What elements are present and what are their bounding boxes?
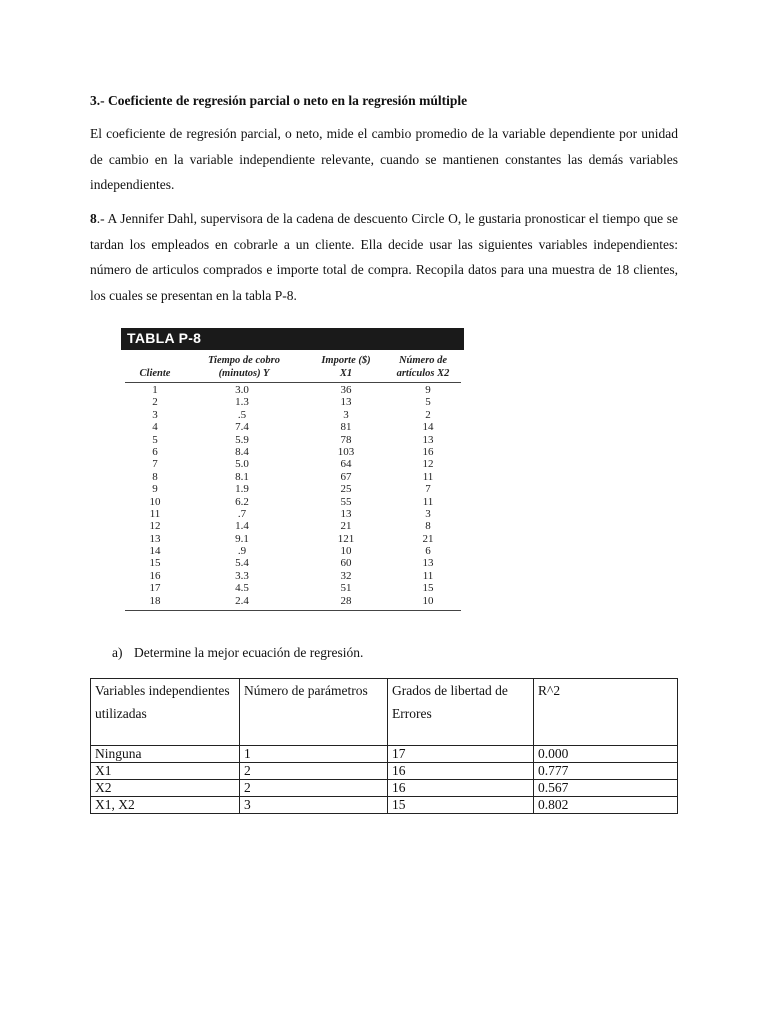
header-articulos-line2: artículos X2: [396, 368, 450, 379]
tabla-p8-cell-importe: 21: [340, 520, 352, 533]
column-tiempo: [212, 384, 272, 607]
table-cell: X2: [91, 780, 240, 797]
tabla-p8-cell-cliente: 5: [152, 433, 158, 446]
tabla-p8-cell-tiempo: 9.1: [235, 532, 249, 545]
tabla-p8-cell-importe: 64: [340, 458, 352, 471]
tabla-p8-cell-tiempo: 1.9: [235, 483, 249, 496]
tabla-p8-cell-articulos: 11: [422, 470, 434, 483]
tabla-p8-cell-cliente: 18: [149, 594, 161, 607]
tabla-p8-cell-articulos: 13: [422, 433, 434, 446]
tabla-p8-cell-articulos: 11: [422, 495, 434, 508]
tabla-p8-cell-importe: 36: [340, 384, 352, 396]
tabla-p8-cell-tiempo: 5.9: [235, 433, 249, 446]
table-cell: 3: [240, 797, 388, 814]
tabla-p8-cell-importe: 55: [340, 495, 352, 508]
table-cell: 16: [388, 763, 534, 780]
tabla-p8-cell-tiempo: 1.4: [235, 520, 249, 533]
tabla-p8-cell-cliente: 2: [152, 396, 158, 409]
question-a-text: Determine la mejor ecuación de regresión.: [134, 645, 364, 660]
table-cell: X1, X2: [91, 797, 240, 814]
tabla-p8-cell-tiempo: 1.3: [235, 396, 249, 409]
tabla-p8-cell-importe: 13: [340, 507, 352, 520]
table-row: [91, 797, 678, 814]
table-cell: 0.777: [534, 763, 678, 780]
tabla-p8-cell-articulos: 12: [422, 458, 434, 471]
tabla-p8-bottom-rule: [125, 610, 461, 611]
tabla-p8-cell-articulos: 5: [425, 396, 431, 409]
table-cell: 15: [388, 797, 534, 814]
tabla-p8-cell-importe: 3: [343, 408, 349, 421]
tabla-p8-cell-importe: 13: [340, 396, 352, 409]
tabla-p8-cell-tiempo: .5: [237, 408, 247, 421]
header-articulos-line1: Número de: [398, 355, 448, 366]
tabla-p8-cell-cliente: 7: [152, 458, 158, 471]
tabla-p8-cell-importe: 121: [337, 532, 355, 545]
problem-number: 8: [90, 211, 97, 226]
tabla-p8-cell-importe: 67: [340, 470, 352, 483]
tabla-p8-cell-tiempo: .9: [237, 545, 247, 558]
tabla-p8-cell-cliente: 8: [152, 470, 158, 483]
tabla-p8-cell-cliente: 14: [149, 545, 161, 558]
table-cell: 2: [240, 780, 388, 797]
tabla-p8-cell-importe: 25: [340, 483, 352, 496]
tabla-p8-cell-tiempo: 3.0: [235, 384, 249, 396]
tabla-p8-cell-articulos: 15: [422, 582, 434, 595]
tabla-p8-cell-articulos: 2: [425, 408, 431, 421]
tabla-p8-cell-importe: 28: [340, 594, 352, 607]
tabla-p8-header-rule: [125, 382, 461, 383]
tabla-p8-cell-cliente: 12: [149, 520, 161, 533]
table-cell: 0.000: [534, 746, 678, 763]
tabla-p8-cell-importe: 103: [337, 445, 355, 458]
column-articulos: [398, 384, 458, 607]
table-cell: 2: [240, 763, 388, 780]
tabla-p8-cell-cliente: 1: [152, 384, 158, 396]
results-header-cell: Número de parámetros: [240, 679, 388, 746]
tabla-p8-cell-cliente: 17: [149, 582, 161, 595]
table-row: [91, 763, 678, 780]
tabla-p8-cell-importe: 32: [340, 569, 352, 582]
tabla-p8-cell-cliente: 13: [149, 532, 161, 545]
results-header-cell: Variables independientes utilizadas: [91, 679, 240, 746]
tabla-p8-cell-cliente: 10: [149, 495, 161, 508]
tabla-p8-cell-articulos: 3: [425, 507, 431, 520]
tabla-p8-cell-tiempo: 8.4: [235, 445, 249, 458]
tabla-p8-cell-importe: 81: [340, 421, 352, 434]
tabla-p8-cell-articulos: 11: [422, 569, 434, 582]
problem-paragraph: [90, 206, 678, 308]
tabla-p8-cell-articulos: 9: [425, 384, 431, 396]
results-header-row: [91, 679, 678, 746]
tabla-p8-cell-cliente: 4: [152, 421, 158, 434]
tabla-p8-cell-tiempo: 8.1: [235, 470, 249, 483]
header-tiempo: [189, 354, 299, 380]
tabla-p8-figure: [121, 328, 464, 616]
header-importe: [301, 354, 391, 380]
tabla-p8-cell-cliente: 3: [152, 408, 158, 421]
tabla-p8-cell-tiempo: 5.0: [235, 458, 249, 471]
tabla-p8-cell-articulos: 6: [425, 545, 431, 558]
tabla-p8-cell-tiempo: 5.4: [235, 557, 249, 570]
tabla-p8-cell-importe: 51: [340, 582, 352, 595]
header-cliente: Cliente: [139, 368, 171, 379]
tabla-p8-cell-tiempo: 7.4: [235, 421, 249, 434]
tabla-p8-cell-cliente: 11: [149, 507, 161, 520]
question-a: [112, 645, 363, 661]
tabla-p8-cell-tiempo: 4.5: [235, 582, 249, 595]
column-cliente: [125, 384, 185, 607]
tabla-p8-cell-articulos: 21: [422, 532, 434, 545]
header-articulos: [383, 354, 463, 380]
tabla-p8-cell-tiempo: .7: [237, 507, 247, 520]
tabla-p8-cell-cliente: 6: [152, 445, 158, 458]
tabla-p8-cell-articulos: 13: [422, 557, 434, 570]
tabla-p8-cell-importe: 78: [340, 433, 352, 446]
tabla-p8-cell-articulos: 7: [425, 483, 431, 496]
table-cell: 1: [240, 746, 388, 763]
results-table: [90, 678, 678, 814]
tabla-p8-cell-tiempo: 2.4: [235, 594, 249, 607]
tabla-p8-cell-articulos: 8: [425, 520, 431, 533]
results-header-cell: R^2: [534, 679, 678, 746]
table-cell: 16: [388, 780, 534, 797]
tabla-p8-cell-importe: 10: [340, 545, 352, 558]
tabla-p8-cell-cliente: 9: [152, 483, 158, 496]
header-tiempo-line1: Tiempo de cobro: [208, 355, 280, 366]
table-cell: Ninguna: [91, 746, 240, 763]
tabla-p8-cell-tiempo: 3.3: [235, 569, 249, 582]
tabla-p8-cell-importe: 60: [340, 557, 352, 570]
tabla-p8-cell-articulos: 10: [422, 594, 434, 607]
tabla-p8-cell-tiempo: 6.2: [235, 495, 249, 508]
tabla-p8-cell-articulos: 14: [422, 421, 434, 434]
tabla-p8-title-bar: [121, 328, 464, 350]
results-header-cell: Grados de libertad de Errores: [388, 679, 534, 746]
table-row: [91, 746, 678, 763]
tabla-p8-cell-cliente: 16: [149, 569, 161, 582]
table-row: [91, 780, 678, 797]
table-cell: X1: [91, 763, 240, 780]
header-importe-line1: Importe ($): [321, 355, 371, 366]
header-importe-line2: X1: [339, 368, 353, 379]
tabla-p8-cell-articulos: 16: [422, 445, 434, 458]
table-cell: 0.802: [534, 797, 678, 814]
tabla-p8-title: TABLA P-8: [127, 330, 202, 346]
table-cell: 17: [388, 746, 534, 763]
column-importe: [316, 384, 376, 607]
definition-paragraph: El coeficiente de regresión parcial, o neto, mide el cambio promedio de la variable dependiente por unidad de cambio en la variable independiente relevante, cuando se mantienen constantes las demás variables independientes.: [90, 126, 678, 192]
tabla-p8-cell-cliente: 15: [149, 557, 161, 570]
problem-text: .- A Jennifer Dahl, supervisora de la cadena de descuento Circle O, le gustaria pronosticar el tiempo que se tardan los empleados en cobrarle a un cliente. Ella decide usar las siguientes variables independientes: número de articulos comprados e importe total de compra. Recopila datos para una muestra de 18 clientes, los cuales se presentan en la tabla P-8.: [90, 211, 678, 303]
table-cell: 0.567: [534, 780, 678, 797]
header-tiempo-line2: (minutos) Y: [218, 368, 270, 379]
question-a-label: a): [112, 645, 123, 660]
section-heading: 3.- Coeficiente de regresión parcial o neto en la regresión múltiple: [90, 93, 468, 108]
